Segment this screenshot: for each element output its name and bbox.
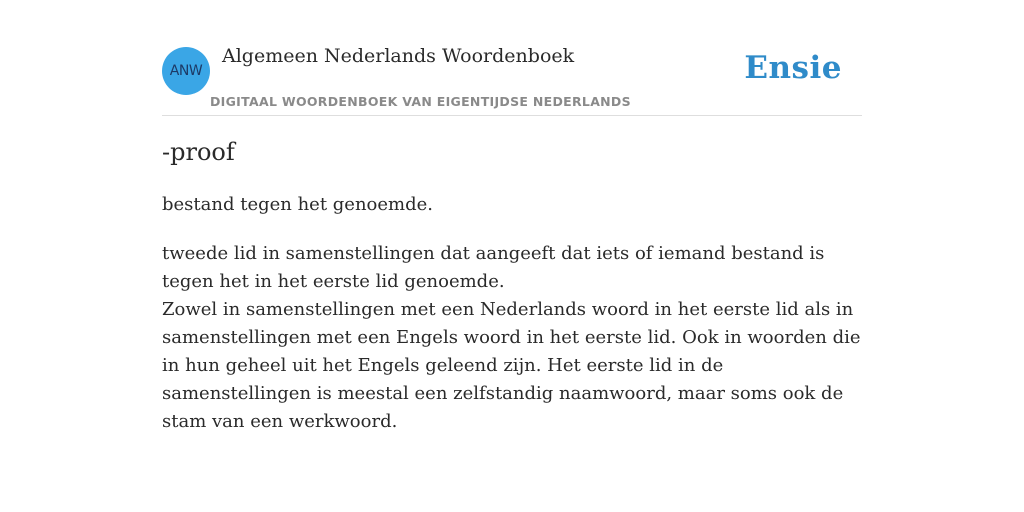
definition-paragraph: Zowel in samenstellingen met een Nederlands woord in het eerste lid als in samenstellingen met een Engels woord in het eerste lid. Ook in woorden die in hun geheel uit het Engels geleend zijn. Het eerste lid in de samenstellingen is meestal een zelfstandig naamwoord, maar soms ook de stam van een werkwoord. xyxy=(162,299,861,432)
source-title[interactable]: Algemeen Nederlands Woordenboek xyxy=(222,45,575,67)
anw-logo[interactable]: ANW xyxy=(162,47,210,95)
headword: -proof xyxy=(162,138,235,166)
source-header xyxy=(162,0,862,116)
definition-paragraph: tweede lid in samenstellingen dat aangeeft dat iets of iemand bestand is tegen het in het eerste lid genoemde. xyxy=(162,243,825,292)
definition-body xyxy=(162,240,862,436)
entry-card xyxy=(162,0,862,512)
source-subtitle: DIGITAAL WOORDENBOEK VAN EIGENTIJDSE NEDERLANDS xyxy=(210,94,631,109)
short-definition: bestand tegen het genoemde. xyxy=(162,194,434,215)
ensie-logo[interactable]: Ensie xyxy=(744,50,842,86)
